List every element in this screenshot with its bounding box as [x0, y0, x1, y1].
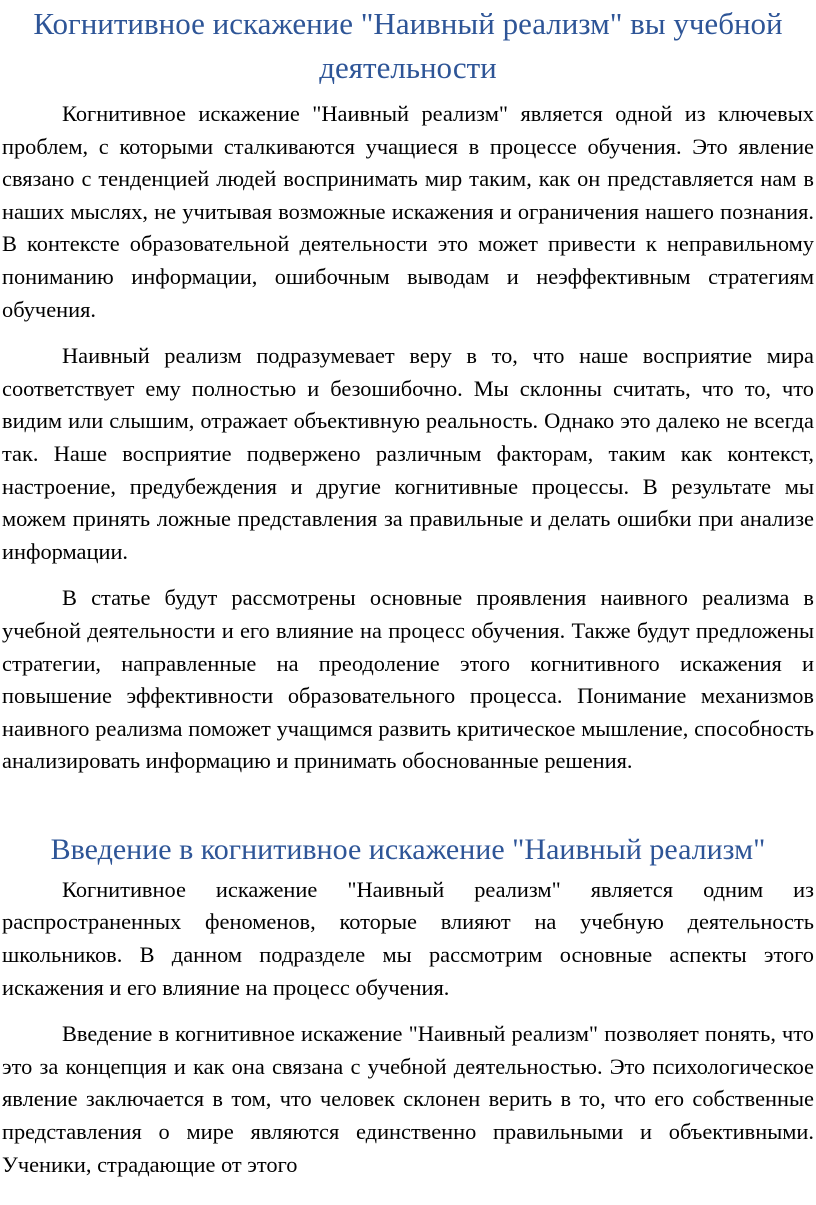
intro-paragraph-3: В статье будут рассмотрены основные проявления наивного реализма в учебной деятельности и его влияние на процесс обучения. Также будут предложены стратегии, направленные на преодоление этого когнитивного искажения и повышение эффективности образовательного процесса. Понимание механизмов наивного реализма поможет учащимся развить критическое мышление, способность анализировать информацию и принимать обоснованные решения. [2, 585, 814, 774]
document-title: Когнитивное искажение "Наивный реализм" вы учебной деятельности [33, 6, 783, 85]
section-paragraph-2: Введение в когнитивное искажение "Наивный реализм" позволяет понять, что это за концепция и как она связана с учебной деятельностью. Это психологическое явление заключается в том, что человек склонен верить в то, что его собственные представления о мире являются единственно правильными и объективными. Ученики, страдающие от этого [2, 1021, 814, 1177]
intro-paragraph-2: Наивный реализм подразумевает веру в то, что наше восприятие мира соответствует ему полностью и безошибочно. Мы склонны считать, что то, что видим или слышим, отражает объективную реальность. Однако это далеко не всегда так. Наше восприятие подвержено различным факторам, таким как контекст, настроение, предубеждения и другие когнитивные процессы. В результате мы можем принять ложные представления за правильные и делать ошибки при анализе информации. [2, 343, 814, 564]
section-heading: Введение в когнитивное искажение "Наивный реализм" [50, 832, 766, 866]
section-paragraph-1: Когнитивное искажение "Наивный реализм" является одним из распространенных феноменов, которые влияют на учебную деятельность школьников. В данном подразделе мы рассмотрим основные аспекты этого искажения и его влияние на процесс обучения. [2, 876, 814, 1000]
intro-paragraph-1: Когнитивное искажение "Наивный реализм" является одной из ключевых проблем, с которыми сталкиваются учащиеся в процессе обучения. Это явление связано с тенденцией людей воспринимать мир таким, как он представляется нам в наших мыслях, не учитывая возможные искажения и ограничения нашего познания. В контексте образовательной деятельности это может привести к неправильному пониманию информации, ошибочным выводам и неэффективным стратегиям обучения. [2, 101, 814, 322]
